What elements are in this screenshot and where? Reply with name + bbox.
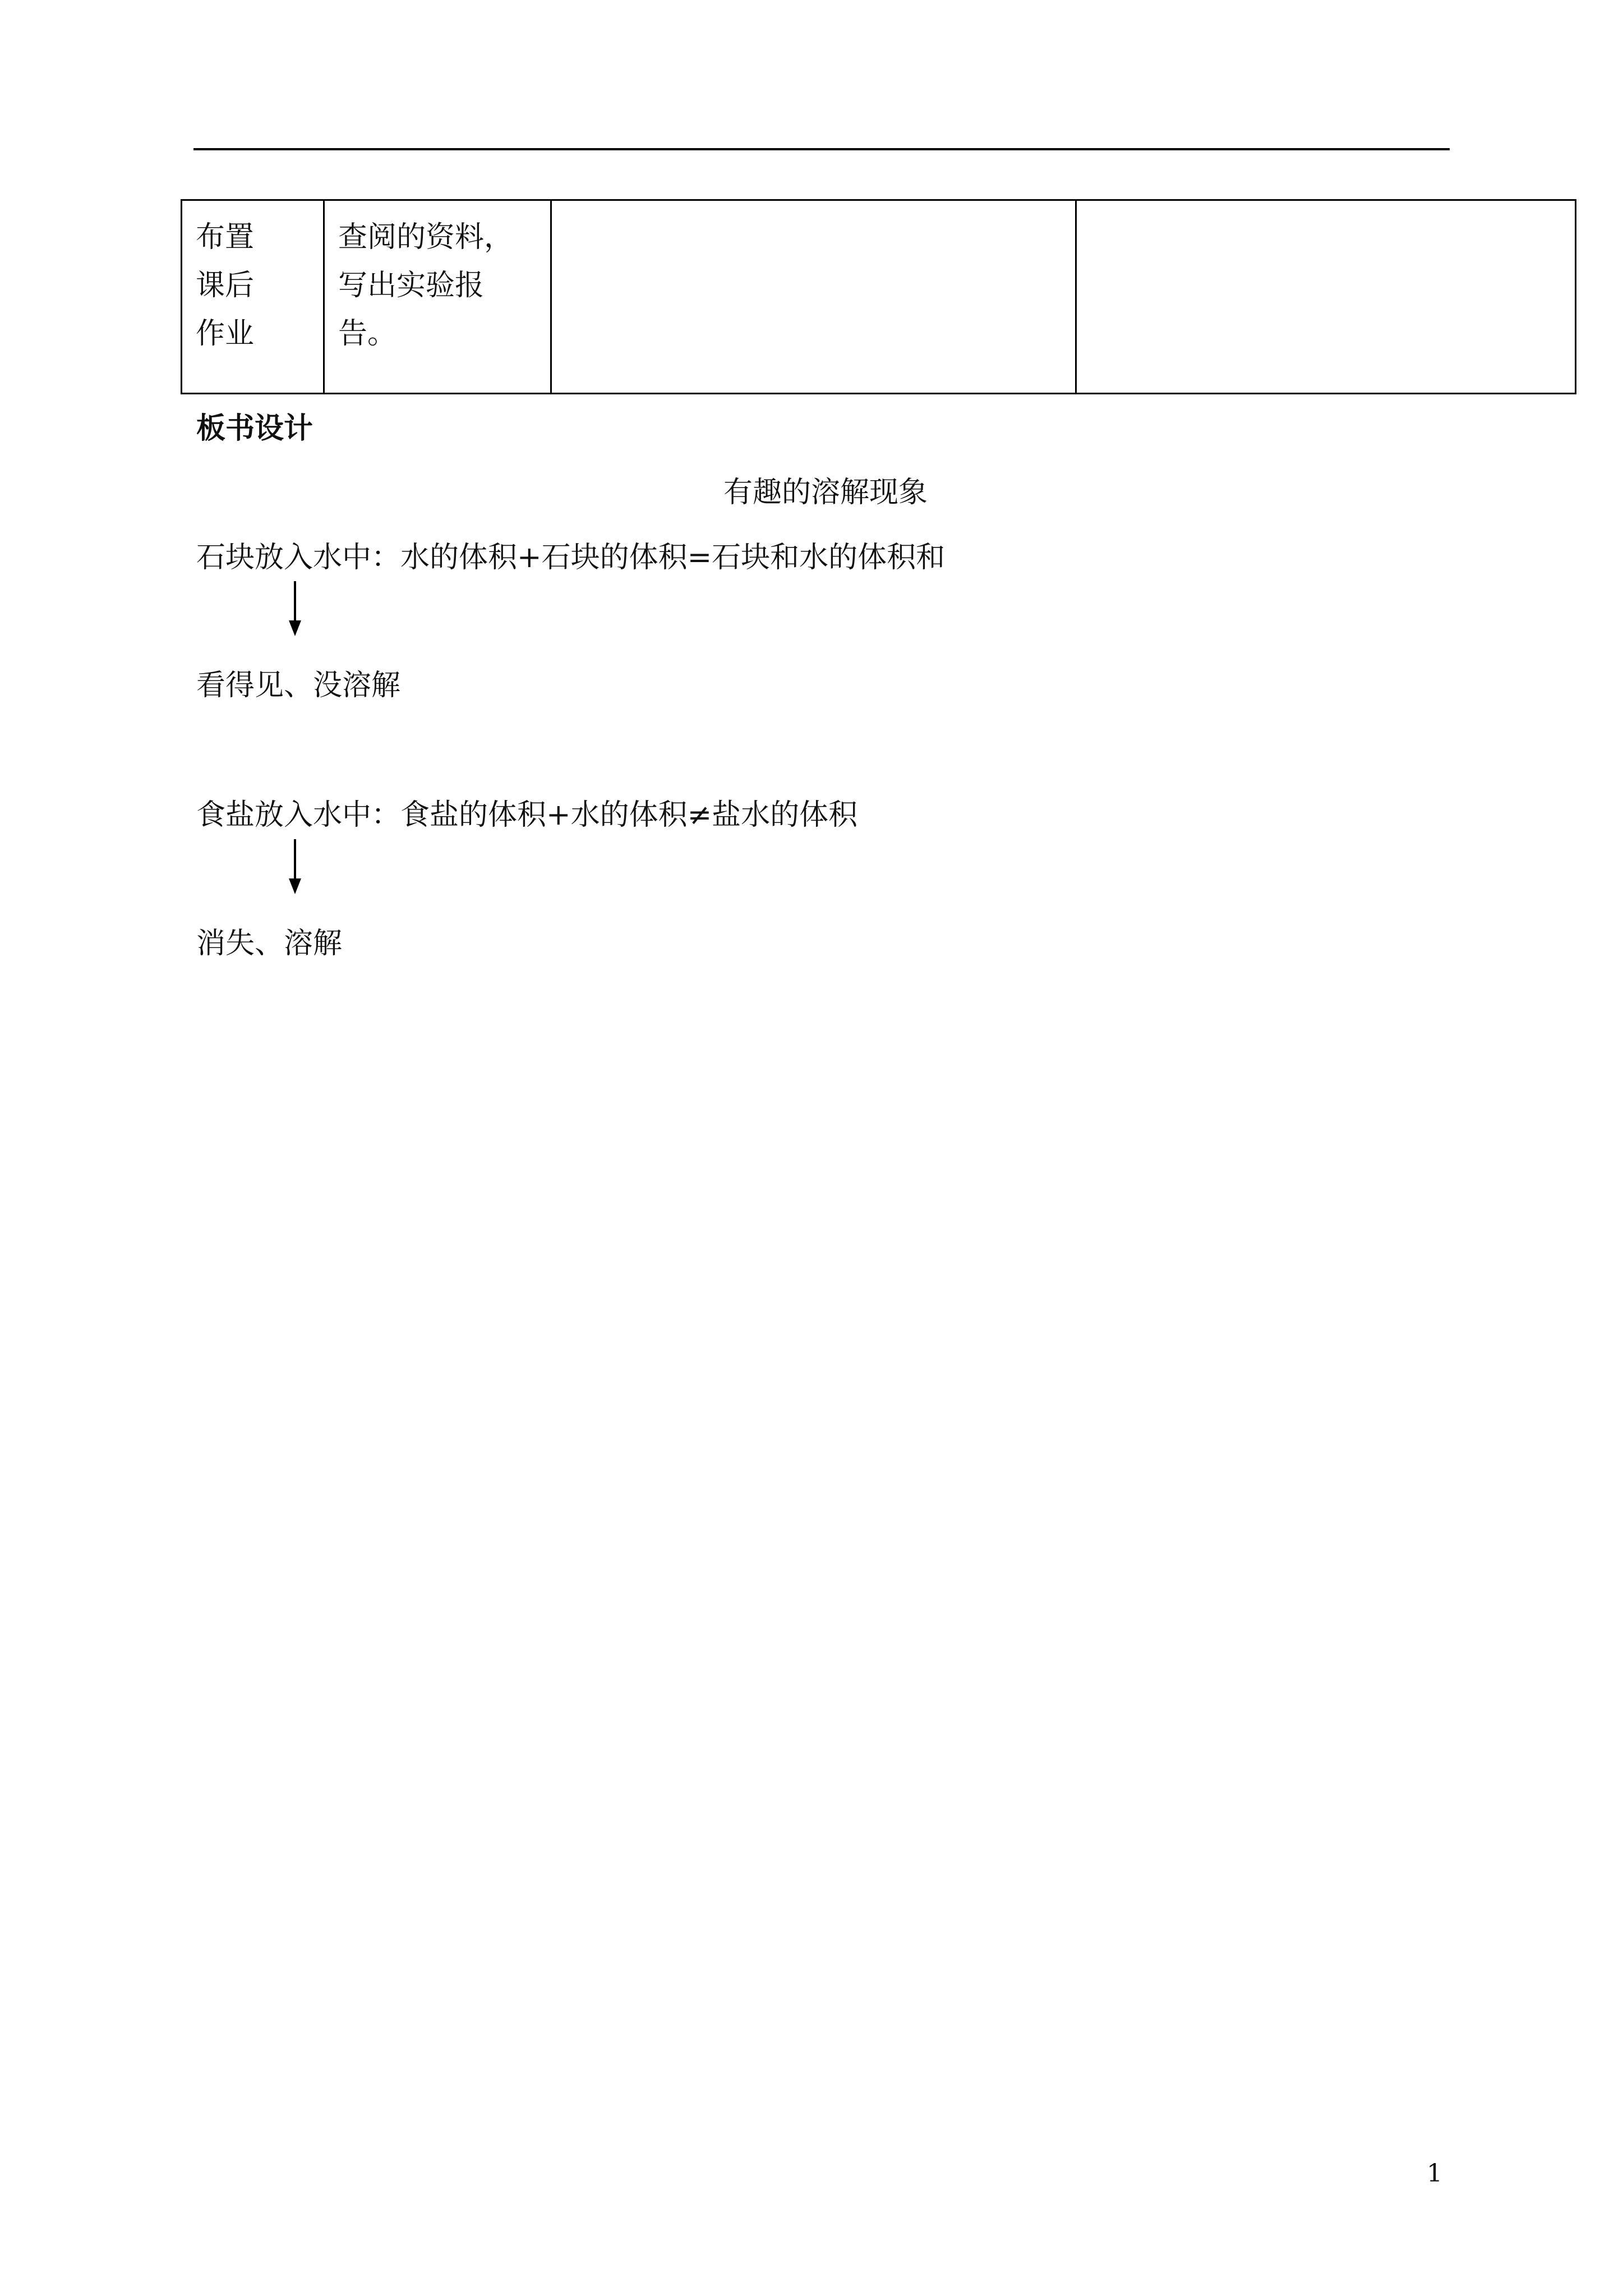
empty-cell [1076,200,1576,394]
section-heading: 板书设计 [196,411,313,445]
result-stone: 看得见、没溶解 [196,669,401,702]
row-content-line: 查阅的资料， [338,220,514,254]
row-label-line: 作业 [196,317,255,351]
homework-table [181,199,1576,394]
page-number: 1 [1427,2159,1442,2188]
row-content-line: 写出实验报 [338,269,485,302]
row-label-cell [182,200,324,394]
row-content-line: 告。 [338,317,397,351]
board-title: 有趣的溶解现象 [723,476,928,509]
down-arrow-icon [287,581,303,636]
row-label-line: 布置 [196,220,255,254]
equation-stone: 石块放入水中：水的体积+石块的体积=石块和水的体积和 [196,541,946,574]
row-label-line: 课后 [196,269,255,302]
empty-cell [551,200,1076,394]
equation-salt: 食盐放入水中：食盐的体积+水的体积≠盐水的体积 [196,798,858,832]
header-rule [193,148,1450,150]
down-arrow-icon [287,839,303,894]
row-content-cell [324,200,551,394]
table-row [182,200,1576,394]
result-salt: 消失、溶解 [196,927,343,960]
